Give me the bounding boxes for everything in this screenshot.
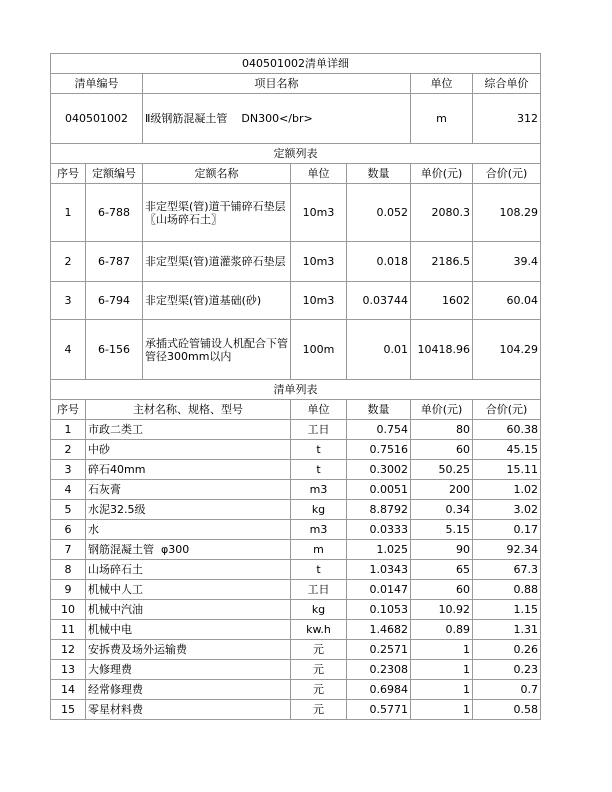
material-qty-header: 数量 xyxy=(347,400,411,420)
material-row xyxy=(51,700,541,720)
material-price: 1 xyxy=(411,680,473,700)
material-unit: kg xyxy=(291,600,347,620)
material-price: 0.89 xyxy=(411,620,473,640)
quota-qty: 0.01 xyxy=(347,320,411,380)
quota-price: 10418.96 xyxy=(411,320,473,380)
quota-name: 非定型渠(管)道灌浆碎石垫层 xyxy=(143,242,291,282)
material-price: 60 xyxy=(411,440,473,460)
material-price: 50.25 xyxy=(411,460,473,480)
material-name: 安拆费及场外运输费 xyxy=(86,640,291,660)
quota-row xyxy=(51,282,541,320)
material-price: 10.92 xyxy=(411,600,473,620)
material-total: 1.31 xyxy=(473,620,541,640)
material-price: 65 xyxy=(411,560,473,580)
quota-unit: 10m3 xyxy=(291,184,347,242)
material-name-header: 主材名称、规格、型号 xyxy=(86,400,291,420)
item-code-header: 清单编号 xyxy=(51,74,143,94)
material-total: 0.23 xyxy=(473,660,541,680)
material-total: 0.88 xyxy=(473,580,541,600)
quota-no-header: 序号 xyxy=(51,164,86,184)
material-price: 60 xyxy=(411,580,473,600)
material-no: 14 xyxy=(51,680,86,700)
quota-code-header: 定额编号 xyxy=(86,164,143,184)
item-unit-header: 单位 xyxy=(411,74,473,94)
quota-row xyxy=(51,320,541,380)
material-row xyxy=(51,460,541,480)
material-unit: t xyxy=(291,560,347,580)
material-row xyxy=(51,480,541,500)
quota-qty: 0.03744 xyxy=(347,282,411,320)
material-name: 机械中电 xyxy=(86,620,291,640)
material-row xyxy=(51,600,541,620)
material-no: 13 xyxy=(51,660,86,680)
material-name: 水 xyxy=(86,520,291,540)
material-total: 3.02 xyxy=(473,500,541,520)
material-name: 零星材料费 xyxy=(86,700,291,720)
material-name: 中砂 xyxy=(86,440,291,460)
quota-price: 1602 xyxy=(411,282,473,320)
material-total: 92.34 xyxy=(473,540,541,560)
material-unit: m3 xyxy=(291,520,347,540)
quota-name-header: 定额名称 xyxy=(143,164,291,184)
quota-qty: 0.052 xyxy=(347,184,411,242)
material-price: 80 xyxy=(411,420,473,440)
material-unit: t xyxy=(291,440,347,460)
material-list xyxy=(51,420,541,720)
quota-unit: 100m xyxy=(291,320,347,380)
material-name: 碎石40mm xyxy=(86,460,291,480)
material-unit: 元 xyxy=(291,680,347,700)
material-no: 6 xyxy=(51,520,86,540)
material-qty: 1.4682 xyxy=(347,620,411,640)
material-total: 60.38 xyxy=(473,420,541,440)
material-total: 0.7 xyxy=(473,680,541,700)
material-unit: 元 xyxy=(291,640,347,660)
material-total: 45.15 xyxy=(473,440,541,460)
quota-unit: 10m3 xyxy=(291,282,347,320)
title-row xyxy=(51,54,541,74)
material-row xyxy=(51,580,541,600)
quota-no: 3 xyxy=(51,282,86,320)
material-qty: 0.6984 xyxy=(347,680,411,700)
material-no: 11 xyxy=(51,620,86,640)
quota-code: 6-788 xyxy=(86,184,143,242)
material-qty: 0.0147 xyxy=(347,580,411,600)
material-name: 机械中人工 xyxy=(86,580,291,600)
material-unit: m xyxy=(291,540,347,560)
material-row xyxy=(51,420,541,440)
material-qty: 0.3002 xyxy=(347,460,411,480)
material-no: 3 xyxy=(51,460,86,480)
material-unit: 工日 xyxy=(291,580,347,600)
material-qty: 0.2308 xyxy=(347,660,411,680)
material-section-title: 清单列表 xyxy=(51,380,541,400)
material-qty: 0.1053 xyxy=(347,600,411,620)
material-unit-header: 单位 xyxy=(291,400,347,420)
quota-total: 39.4 xyxy=(473,242,541,282)
material-unit: 元 xyxy=(291,660,347,680)
material-name: 水泥32.5级 xyxy=(86,500,291,520)
material-qty: 1.0343 xyxy=(347,560,411,580)
material-no: 15 xyxy=(51,700,86,720)
quota-code: 6-787 xyxy=(86,242,143,282)
material-no: 4 xyxy=(51,480,86,500)
quota-total: 108.29 xyxy=(473,184,541,242)
material-price: 1 xyxy=(411,640,473,660)
material-unit: kw.h xyxy=(291,620,347,640)
material-name: 大修理费 xyxy=(86,660,291,680)
material-no: 12 xyxy=(51,640,86,660)
material-row xyxy=(51,620,541,640)
material-qty: 0.0333 xyxy=(347,520,411,540)
material-name: 钢筋混凝土管 φ300 xyxy=(86,540,291,560)
material-no: 5 xyxy=(51,500,86,520)
quota-total-header: 合价(元) xyxy=(473,164,541,184)
quota-name: 非定型渠(管)道基础(砂) xyxy=(143,282,291,320)
material-price: 90 xyxy=(411,540,473,560)
material-unit: 元 xyxy=(291,700,347,720)
material-row xyxy=(51,520,541,540)
quota-code: 6-794 xyxy=(86,282,143,320)
material-unit: t xyxy=(291,460,347,480)
material-total: 67.3 xyxy=(473,560,541,580)
material-row xyxy=(51,500,541,520)
quota-qty-header: 数量 xyxy=(347,164,411,184)
quota-no: 1 xyxy=(51,184,86,242)
material-no: 7 xyxy=(51,540,86,560)
material-unit: 工日 xyxy=(291,420,347,440)
material-row xyxy=(51,560,541,580)
quota-price-header: 单价(元) xyxy=(411,164,473,184)
material-qty: 0.754 xyxy=(347,420,411,440)
quota-no: 4 xyxy=(51,320,86,380)
material-no: 10 xyxy=(51,600,86,620)
quota-price: 2080.3 xyxy=(411,184,473,242)
material-unit: m3 xyxy=(291,480,347,500)
material-total: 0.58 xyxy=(473,700,541,720)
quota-header-row xyxy=(51,164,541,184)
material-total: 15.11 xyxy=(473,460,541,480)
item-code: 040501002 xyxy=(51,94,143,144)
material-header-row xyxy=(51,400,541,420)
bill-detail-table xyxy=(50,53,541,720)
material-no: 2 xyxy=(51,440,86,460)
material-total: 0.17 xyxy=(473,520,541,540)
material-price: 1 xyxy=(411,660,473,680)
item-name-header: 项目名称 xyxy=(143,74,411,94)
material-no: 9 xyxy=(51,580,86,600)
material-total: 1.15 xyxy=(473,600,541,620)
material-section-row xyxy=(51,380,541,400)
quota-no: 2 xyxy=(51,242,86,282)
material-row xyxy=(51,680,541,700)
quota-section-row xyxy=(51,144,541,164)
material-unit: kg xyxy=(291,500,347,520)
item-unit: m xyxy=(411,94,473,144)
material-row xyxy=(51,440,541,460)
material-name: 石灰膏 xyxy=(86,480,291,500)
material-no: 8 xyxy=(51,560,86,580)
quota-name: 承插式砼管铺设人机配合下管管径300mm以内 xyxy=(143,320,291,380)
material-price: 5.15 xyxy=(411,520,473,540)
item-price: 312 xyxy=(473,94,541,144)
quota-row xyxy=(51,184,541,242)
material-row xyxy=(51,640,541,660)
material-name: 市政二类工 xyxy=(86,420,291,440)
quota-code: 6-156 xyxy=(86,320,143,380)
quota-total: 104.29 xyxy=(473,320,541,380)
material-total: 1.02 xyxy=(473,480,541,500)
material-no-header: 序号 xyxy=(51,400,86,420)
material-qty: 0.0051 xyxy=(347,480,411,500)
material-name: 经常修理费 xyxy=(86,680,291,700)
material-qty: 8.8792 xyxy=(347,500,411,520)
material-qty: 0.7516 xyxy=(347,440,411,460)
material-row xyxy=(51,540,541,560)
material-qty: 0.5771 xyxy=(347,700,411,720)
material-name: 机械中汽油 xyxy=(86,600,291,620)
item-name: Ⅱ级钢筋混凝土管 DN300</br> xyxy=(143,94,411,144)
quota-total: 60.04 xyxy=(473,282,541,320)
material-price: 200 xyxy=(411,480,473,500)
item-row xyxy=(51,94,541,144)
item-header-row xyxy=(51,74,541,94)
quota-name: 非定型渠(管)道干铺碎石垫层〖山场碎石土〗 xyxy=(143,184,291,242)
quota-unit-header: 单位 xyxy=(291,164,347,184)
item-price-header: 综合单价 xyxy=(473,74,541,94)
material-qty: 0.2571 xyxy=(347,640,411,660)
page-title: 040501002清单详细 xyxy=(51,54,541,74)
quota-unit: 10m3 xyxy=(291,242,347,282)
material-total: 0.26 xyxy=(473,640,541,660)
material-price: 1 xyxy=(411,700,473,720)
material-price-header: 单价(元) xyxy=(411,400,473,420)
material-price: 0.34 xyxy=(411,500,473,520)
quota-qty: 0.018 xyxy=(347,242,411,282)
quota-section-title: 定额列表 xyxy=(51,144,541,164)
quota-price: 2186.5 xyxy=(411,242,473,282)
material-total-header: 合价(元) xyxy=(473,400,541,420)
material-name: 山场碎石土 xyxy=(86,560,291,580)
material-no: 1 xyxy=(51,420,86,440)
material-qty: 1.025 xyxy=(347,540,411,560)
quota-row xyxy=(51,242,541,282)
material-row xyxy=(51,660,541,680)
